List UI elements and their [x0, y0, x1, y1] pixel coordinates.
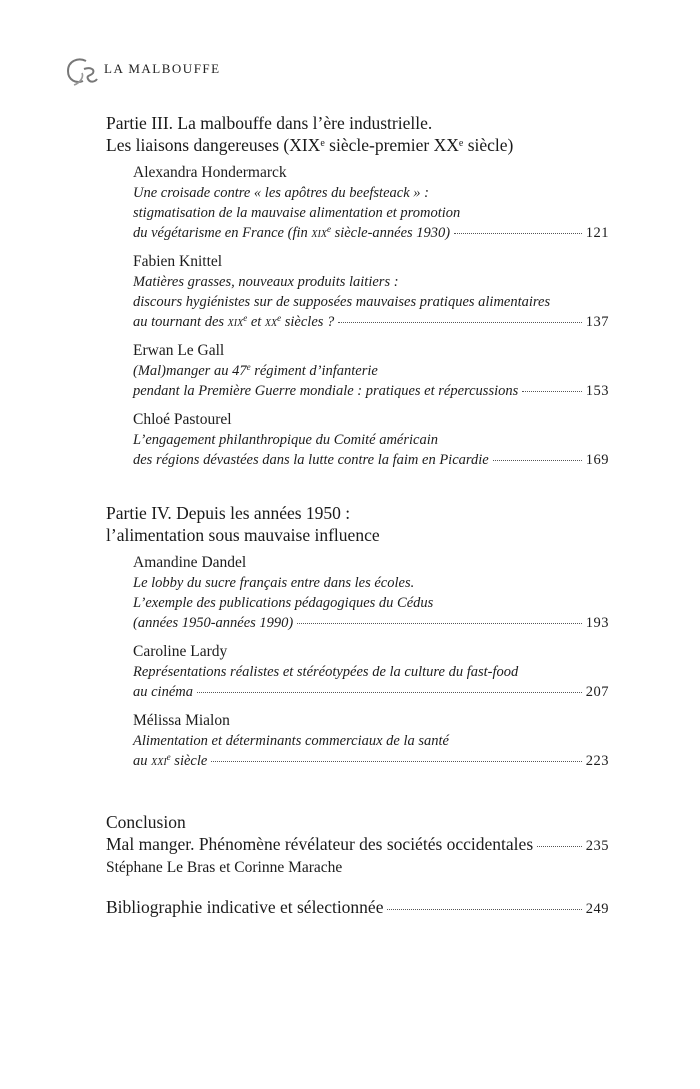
toc-entry-pastourel[interactable] — [133, 410, 609, 470]
dot-leader — [537, 846, 582, 847]
part-3-title — [106, 112, 609, 156]
entry-last-line — [133, 682, 609, 702]
dot-leader — [197, 692, 582, 693]
entry-title-line: Une croisade contre « les apôtres du beefsteack » : — [133, 185, 429, 201]
table-of-contents — [106, 112, 609, 920]
toc-entry-conclusion[interactable] — [106, 811, 609, 879]
toc-entry-le-gall[interactable] — [133, 341, 609, 401]
dot-leader — [454, 233, 582, 234]
entry-title-line: L’exemple des publications pédagogiques du Cédus — [133, 595, 434, 611]
entry-title-line: (Mal)manger au 47e régiment d’infanterie — [133, 362, 378, 379]
entry-last-line — [133, 381, 609, 401]
page-number: 235 — [585, 838, 609, 854]
conclusion-heading: Conclusion — [106, 812, 186, 832]
entry-title-line: (années 1950-années 1990) — [133, 615, 294, 631]
dot-leader — [522, 391, 581, 392]
entry-title-line: des régions dévastées dans la lutte contre la faim en Picardie — [133, 452, 489, 468]
entry-last-line — [133, 312, 609, 332]
entry-author: Caroline Lardy — [133, 643, 228, 660]
entry-title-line: du végétarisme en France (fin xix$^e$ siècle-années 1930) — [133, 224, 451, 241]
page-number: 121 — [585, 225, 609, 241]
entry-author: Erwan Le Gall — [133, 342, 225, 359]
conclusion-authors: Stéphane Le Bras et Corinne Marache — [106, 859, 343, 876]
entry-author: Chloé Pastourel — [133, 411, 232, 428]
dot-leader — [338, 322, 581, 323]
entry-title-line: Alimentation et déterminants commerciaux de la santé — [133, 733, 449, 749]
entry-author: Amandine Dandel — [133, 554, 247, 571]
entry-author: Alexandra Hondermarck — [133, 164, 287, 181]
entry-last-line — [133, 613, 609, 633]
dot-leader — [387, 909, 581, 910]
part-4-title — [106, 502, 609, 546]
entry-title-line: Représentations réalistes et stéréotypées de la culture du fast-food — [133, 664, 519, 680]
entry-author: Fabien Knittel — [133, 253, 223, 270]
part-4-section — [106, 502, 609, 771]
running-title: LA MALBOUFFE — [104, 61, 221, 76]
entry-title-line: Matières grasses, nouveaux produits laitiers : — [133, 274, 399, 290]
part-4-title-line2: l’alimentation sous mauvaise influence — [106, 525, 380, 545]
page-number: 207 — [585, 684, 609, 700]
part-3-title-line2: Les liaisons dangereuses (XIXe siècle-premier XXe siècle) — [106, 135, 514, 155]
entry-title-line: Le lobby du sucre français entre dans les écoles. — [133, 575, 415, 591]
part-4-title-line1: Partie IV. Depuis les années 1950 : — [106, 503, 351, 523]
part-3-title-line1: Partie III. La malbouffe dans l’ère industrielle. — [106, 113, 433, 133]
entry-title-line: au xxi$^e$ siècle — [133, 752, 208, 769]
toc-entry-knittel[interactable] — [133, 252, 609, 332]
conclusion-title: Mal manger. Phénomène révélateur des sociétés occidentales — [106, 834, 534, 854]
page-number: 169 — [585, 452, 609, 468]
entry-last-line — [133, 223, 609, 243]
part-3-entries — [133, 163, 609, 470]
page-number: 193 — [585, 615, 609, 631]
toc-entry-hondermarck[interactable] — [133, 163, 609, 243]
entry-title-line: stigmatisation de la mauvaise alimentation et promotion — [133, 205, 461, 221]
entry-last-line — [133, 450, 609, 470]
dot-leader — [493, 460, 582, 461]
page-number: 223 — [585, 753, 609, 769]
fleuron-ornament-icon — [64, 55, 104, 89]
entry-title-line: au cinéma — [133, 684, 193, 700]
page-number: 137 — [585, 314, 609, 330]
toc-entry-lardy[interactable] — [133, 642, 609, 702]
dot-leader — [211, 761, 581, 762]
toc-entry-dandel[interactable] — [133, 553, 609, 633]
part-3-section — [106, 112, 609, 470]
toc-entry-bibliography[interactable] — [106, 896, 609, 920]
entry-title-line: L’engagement philanthropique du Comité américain — [133, 432, 438, 448]
bibliography-title: Bibliographie indicative et sélectionnée — [106, 897, 384, 917]
entry-title-line: au tournant des xix$^e$ et $xx^e$ siècles ? — [133, 313, 335, 330]
running-head — [64, 55, 221, 89]
dot-leader — [297, 623, 581, 624]
page-number: 153 — [585, 383, 609, 399]
entry-last-line — [133, 751, 609, 771]
toc-entry-mialon[interactable] — [133, 711, 609, 771]
page-number: 249 — [585, 901, 609, 917]
entry-title-line: pendant la Première Guerre mondiale : pratiques et répercussions — [133, 383, 519, 399]
part-4-entries — [133, 553, 609, 771]
entry-author: Mélissa Mialon — [133, 712, 230, 729]
conclusion-title-line — [106, 833, 609, 857]
entry-title-line: discours hygiénistes sur de supposées mauvaises pratiques alimentaires — [133, 294, 551, 310]
